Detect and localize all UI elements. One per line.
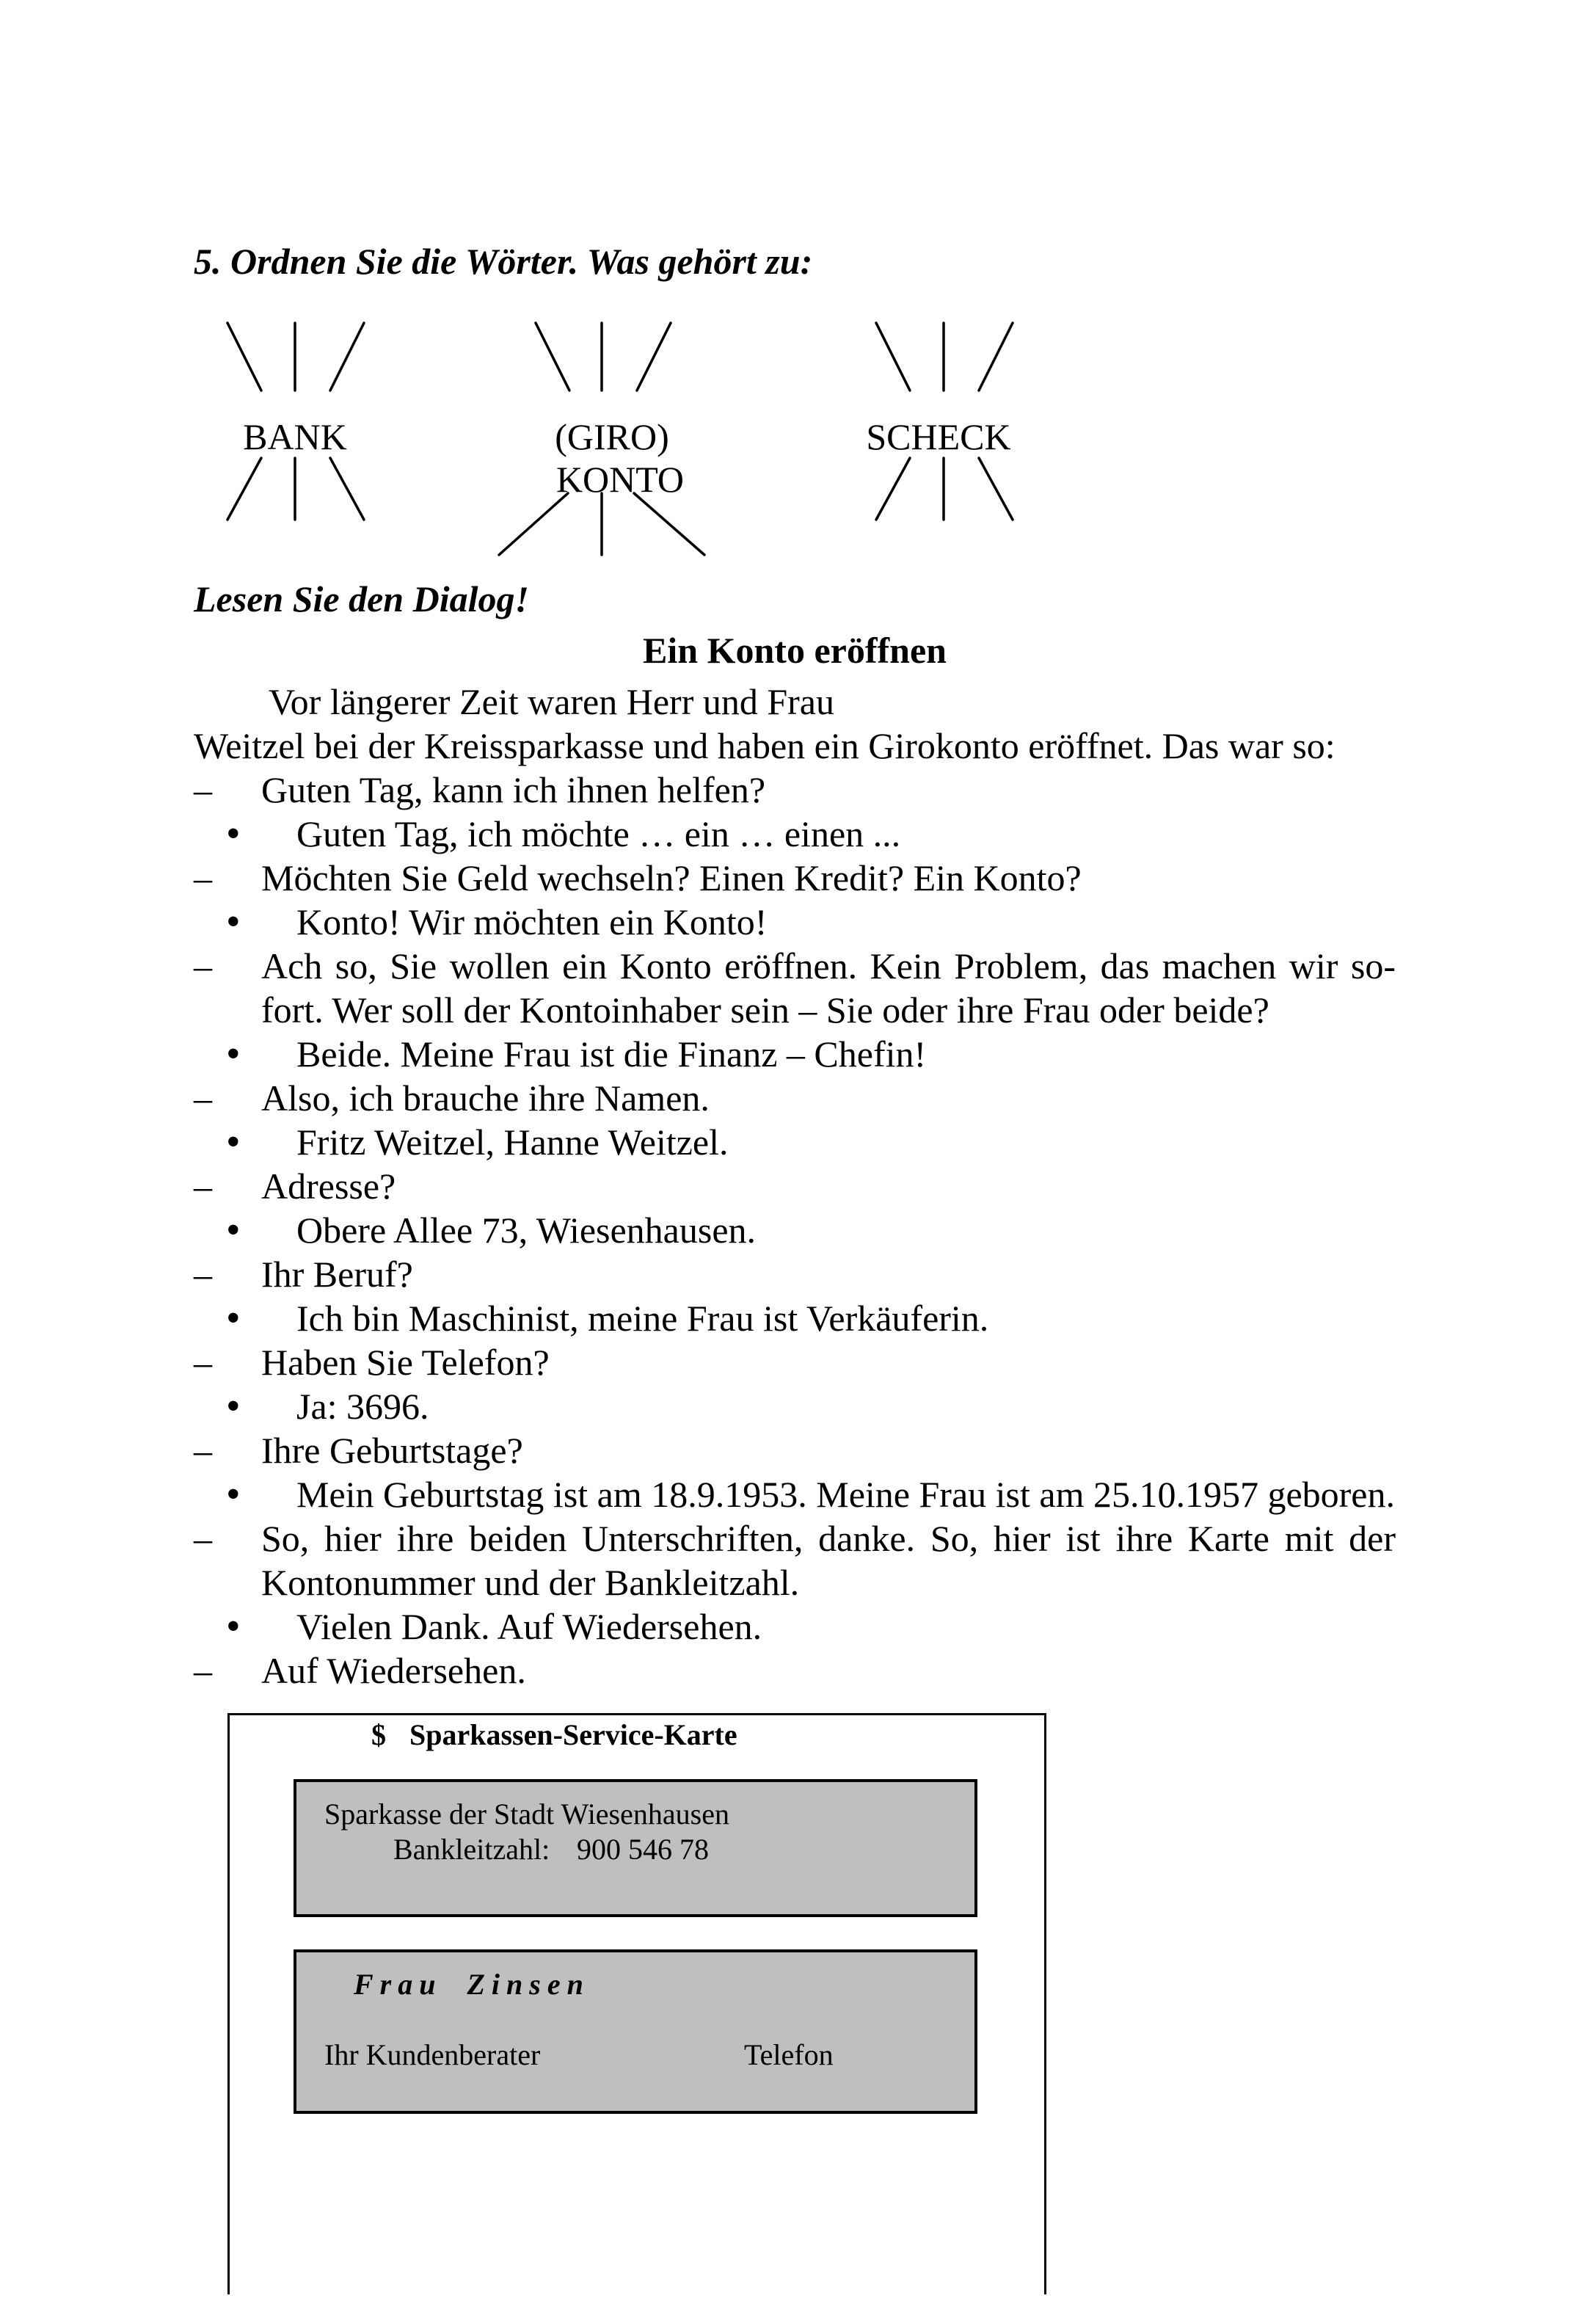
- bullet-marker: •: [226, 899, 241, 945]
- dialog-line: Beide. Meine Frau ist die Finanz – Chefin!: [296, 1033, 927, 1075]
- bullet-marker: •: [226, 1207, 241, 1253]
- dialog-turn-customer: [194, 1032, 1396, 1076]
- dash-marker: –: [194, 1166, 212, 1207]
- ray-scheck-bottom-right: [979, 458, 1013, 520]
- dialog-line: Auf Wiedersehen.: [261, 1650, 526, 1691]
- dialog-line: Adresse?: [261, 1166, 396, 1207]
- dialog-turn-clerk: [194, 1428, 1396, 1472]
- bank-name: Sparkasse der Stadt Wiesenhausen: [324, 1797, 729, 1831]
- ray-bank-bottom-left: [227, 458, 261, 520]
- bullet-marker: •: [226, 811, 241, 857]
- ray-konto-top-left: [536, 323, 569, 390]
- dialog-turn-customer: [194, 900, 1396, 944]
- dialog-turn-clerk: [194, 944, 1396, 1032]
- dialog-line: Guten Tag, kann ich ihnen helfen?: [261, 769, 766, 810]
- dash-marker: –: [194, 945, 212, 986]
- dash-marker: –: [194, 1430, 212, 1471]
- dash-marker: –: [194, 1650, 212, 1691]
- dialog-turn-clerk: [194, 1340, 1396, 1384]
- word-konto: KONTO: [555, 459, 685, 500]
- dialog-turn-clerk: [194, 856, 1396, 900]
- dialog-turn-clerk: [194, 1648, 1396, 1693]
- dialog-line: Ach so, Sie wollen ein Konto eröffnen. Kein Problem, das machen wir so-: [261, 945, 1396, 986]
- bullet-marker: •: [226, 1604, 241, 1649]
- dialog-line: Haben Sie Telefon?: [261, 1342, 550, 1383]
- ray-bank-top-left: [227, 323, 261, 390]
- dialog-turn-clerk: [194, 768, 1396, 812]
- ray-konto-top-right: [637, 323, 671, 390]
- exercise-heading: 5. Ordnen Sie die Wörter. Was gehört zu:: [194, 241, 813, 282]
- dialog-turn-clerk: [194, 1252, 1396, 1296]
- dialog-line: Konto! Wir möchten ein Konto!: [296, 901, 768, 942]
- dialog-line: Ihre Geburtstage?: [261, 1430, 523, 1471]
- dialog-turn-customer: [194, 1604, 1396, 1648]
- dialog-line: Vielen Dank. Auf Wiedersehen.: [296, 1606, 762, 1647]
- reading-instruction: Lesen Sie den Dialog!: [194, 578, 529, 619]
- dialog-turn-customer: [194, 1208, 1396, 1252]
- dash-marker: –: [194, 1518, 212, 1559]
- word-diagram: [0, 294, 1101, 587]
- dialog-line: So, hier ihre beiden Unterschriften, danke. So, hier ist ihre Karte mit der: [261, 1518, 1396, 1559]
- ray-scheck-top-left: [876, 323, 910, 390]
- intro-line: Vor längerer Zeit waren Herr und Frau: [269, 681, 834, 722]
- ray-bank-bottom-right: [330, 458, 364, 520]
- card-title: Sparkassen-Service-Karte: [409, 1718, 737, 1751]
- dialog-line: Fritz Weitzel, Hanne Weitzel.: [296, 1122, 729, 1163]
- advisor-name: Frau Zinsen: [354, 1968, 590, 2001]
- dialog-line: Ja: 3696.: [296, 1386, 429, 1427]
- dialog-line: Ihr Beruf?: [261, 1254, 413, 1295]
- word-scheck: SCHECK: [866, 416, 1011, 457]
- intro-line: Weitzel bei der Kreissparkasse und haben ein Girokonto eröffnet. Das war so:: [194, 725, 1336, 766]
- dash-marker: –: [194, 1077, 212, 1119]
- bank-code-value: 900 546 78: [577, 1833, 709, 1866]
- dialog-line: fort. Wer soll der Kontoinhaber sein – Sie oder ihre Frau oder beide?: [261, 989, 1269, 1030]
- ray-scheck-bottom-left: [876, 458, 910, 520]
- dialog-turn-clerk: [194, 1164, 1396, 1208]
- ray-scheck-top-right: [979, 323, 1013, 390]
- dialog-line: Also, ich brauche ihre Namen.: [261, 1077, 710, 1119]
- ray-konto-bottom-left: [499, 493, 568, 555]
- advisor-label: Ihr Kundenberater: [324, 2038, 541, 2071]
- word-giro: (GIRO): [555, 416, 669, 457]
- dollar-symbol: $: [371, 1718, 386, 1751]
- dash-marker: –: [194, 1254, 212, 1295]
- dialog-turn-customer: [194, 1384, 1396, 1428]
- dialog-turn-customer: [194, 812, 1396, 856]
- dialog: [194, 768, 1396, 1693]
- dialog-turn-customer: [194, 1472, 1396, 1516]
- dialog-line: Möchten Sie Geld wechseln? Einen Kredit? Ein Konto?: [261, 857, 1082, 898]
- dash-marker: –: [194, 1342, 212, 1383]
- dialog-line: Obere Allee 73, Wiesenhausen.: [296, 1210, 757, 1251]
- dialog-turn-customer: [194, 1120, 1396, 1164]
- dash-marker: –: [194, 857, 212, 898]
- dialog-turn-customer: [194, 1296, 1396, 1340]
- dialog-turn-clerk: [194, 1516, 1396, 1604]
- dialog-line: Guten Tag, ich möchte … ein … einen ...: [296, 813, 901, 854]
- bank-code-label: Bankleitzahl:: [393, 1833, 550, 1866]
- dialog-turn-clerk: [194, 1076, 1396, 1120]
- phone-label: Telefon: [744, 2038, 834, 2071]
- bullet-marker: •: [226, 1295, 241, 1341]
- dialog-line: Ich bin Maschinist, meine Frau ist Verkäuferin.: [296, 1298, 989, 1339]
- ray-bank-top-right: [330, 323, 364, 390]
- dialog-line: Mein Geburtstag ist am 18.9.1953. Meine Frau ist am 25.10.1957 geboren.: [296, 1474, 1395, 1515]
- dash-marker: –: [194, 769, 212, 810]
- ray-konto-bottom-right: [634, 493, 704, 555]
- dialog-line: Kontonummer und der Bankleitzahl.: [261, 1562, 800, 1603]
- dialog-title: Ein Konto eröffnen: [643, 630, 947, 671]
- bullet-marker: •: [226, 1031, 241, 1077]
- bullet-marker: •: [226, 1384, 241, 1429]
- bullet-marker: •: [226, 1119, 241, 1165]
- word-bank: BANK: [243, 416, 347, 457]
- bullet-marker: •: [226, 1472, 241, 1517]
